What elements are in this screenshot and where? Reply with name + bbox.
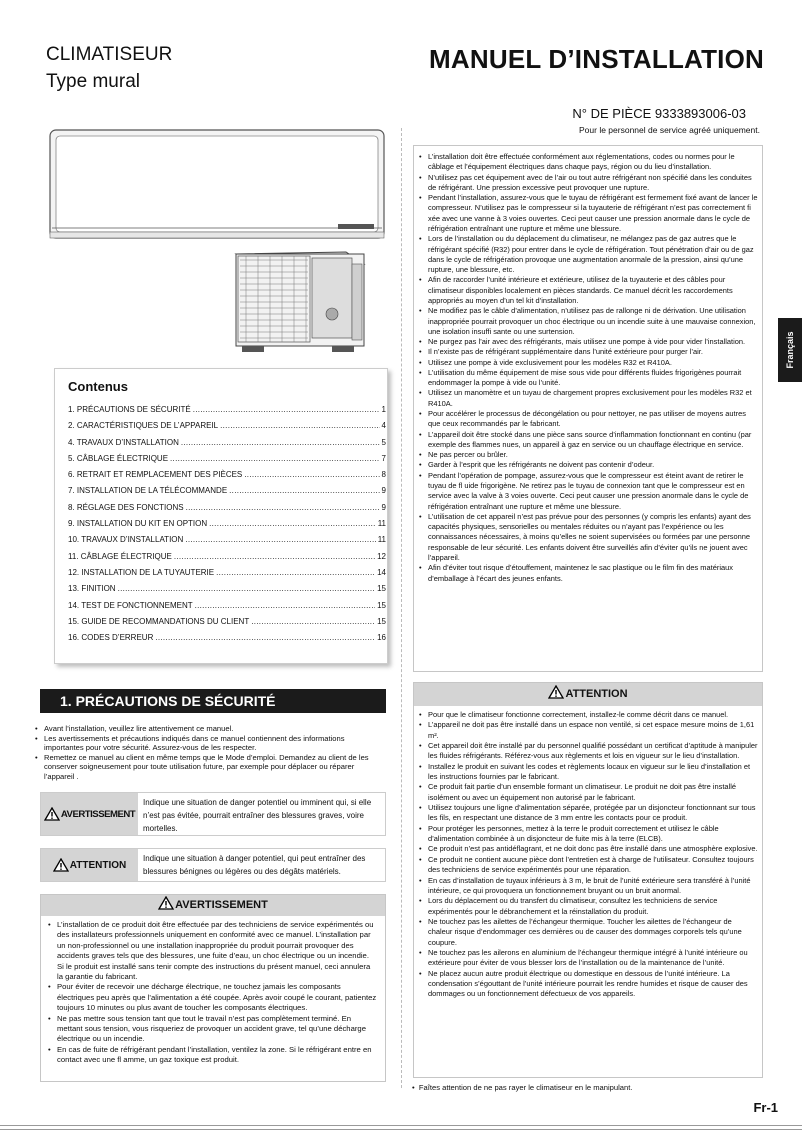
attention-panel-header: ATTENTION bbox=[414, 683, 762, 706]
warning-panel bbox=[40, 894, 386, 1082]
list-item: • Ce produit n’est pas antidéflagrant, et ne doit donc pas être installé dans une atmosphère explosive. bbox=[418, 844, 758, 854]
list-item: • Cet appareil doit être installé par du personnel qualifié possédant un certificat d’aptitude à manipuler les fluides réfrigérants. Référez-vous aux règlements et lois en vigueur sur le lieu d’installation. bbox=[418, 741, 758, 762]
toc-item[interactable]: 8. RÉGLAGE DES FONCTIONS ..... 9 bbox=[68, 500, 386, 516]
attention-panel bbox=[413, 682, 763, 1078]
warning-triangle-icon bbox=[53, 858, 69, 872]
list-item: • Les avertissements et précautions indiqués dans ce manuel contiennent des informations importantes pour votre sécurité. Assurez-vous de les respecter. bbox=[34, 734, 384, 753]
list-item: • Il n’existe pas de réfrigérant supplémentaire dans l’unité extérieure pour purger l’air. bbox=[418, 347, 758, 357]
manual-title: MANUEL D’INSTALLATION bbox=[429, 44, 764, 74]
list-item: • Installez le produit en suivant les codes et règlements locaux en vigueur sur le lieu d’installation et les instructions fournies par le fabricant. bbox=[418, 762, 758, 783]
toc-item[interactable]: 13. FINITION ..... 15 bbox=[68, 581, 386, 597]
toc-item[interactable]: 4. TRAVAUX D’INSTALLATION ..... 5 bbox=[68, 435, 386, 451]
toc-item[interactable]: 9. INSTALLATION DU KIT EN OPTION ..... 11 bbox=[68, 516, 386, 532]
warning-panel-header: AVERTISSEMENT bbox=[41, 895, 385, 916]
warning-panel-continued bbox=[413, 145, 763, 672]
list-item: • L’appareil ne doit pas être installé dans un espace non ventilé, si cet espace mesure moins de 1,61 m². bbox=[418, 720, 758, 741]
warning-triangle-icon bbox=[44, 807, 60, 821]
column-divider bbox=[401, 128, 402, 1088]
page-bottom-rule bbox=[0, 1125, 802, 1130]
list-item: • Ne touchez pas les ailettes de l’échangeur thermique. Toucher les ailettes de l’échangeur de chaleur risque d’endommager ces dernières ou de causer des dommages corporels tels qu’une coupure. bbox=[418, 917, 758, 948]
list-item: • Ne touchez pas les ailerons en aluminium de l’échangeur thermique intégré à l’unité intérieure ou extérieure pour éviter de vous blesser lors de l’installation ou de la maintenance de l’unité. bbox=[418, 948, 758, 969]
toc-item[interactable]: 16. CODES D’ERREUR ..... 16 bbox=[68, 630, 386, 646]
list-item: • Pendant l’opération de pompage, assurez-vous que le compresseur est éteint avant de retirer le tuyau de fl uide frigorigène. Ne retirez pas le tuyau de connexion tant que le compresseur est en service avec la valve à 3 voies ouverte. Ceci peut causer une pression anormale dans le cycle de réfrigération entraînant une rupture et même une blessure. bbox=[418, 471, 758, 512]
indoor-unit-drawing bbox=[50, 130, 384, 238]
section-intro bbox=[34, 724, 384, 782]
warning-label: AVERTISSEMENT bbox=[41, 793, 138, 835]
contents-box bbox=[54, 368, 388, 664]
product-name: CLIMATISEUR bbox=[46, 44, 173, 65]
list-item: • Lors du déplacement ou du transfert du climatiseur, consultez les techniciens de service expérimentés pour le débranchement et la réinstallation du produit. bbox=[418, 896, 758, 917]
list-item: • Avant l’installation, veuillez lire attentivement ce manuel. bbox=[34, 724, 384, 734]
list-item: • En cas d’installation de tuyaux inférieurs à 3 m, le bruit de l’unité extérieure sera transféré à l’unité intérieure, ce qui provoquera un fonctionnement bruyant ou un bruit anormal. bbox=[418, 876, 758, 897]
list-item: • L’installation doit être effectuée conformément aux réglementations, codes ou normes pour le câblage et l’équipement électriques dans chaque pays, région ou du lieu d’installation. bbox=[418, 152, 758, 173]
list-item: • Garder à l’esprit que les réfrigérants ne doivent pas contenir d’odeur. bbox=[418, 460, 758, 470]
list-item: • Pour accélérer le processus de décongélation ou pour nettoyer, ne pas utiliser de moyens autres que ceux recommandés par le fabricant. bbox=[418, 409, 758, 430]
list-item: • N’utilisez pas cet équipement avec de l’air ou tout autre réfrigérant non spécifié dans les conduites de réfrigérant. Une pression excessive peut provoquer une rupture. bbox=[418, 173, 758, 194]
attention-definition bbox=[40, 848, 386, 882]
toc-item[interactable]: 14. TEST DE FONCTIONNEMENT ..... 15 bbox=[68, 598, 386, 614]
warning-triangle-icon bbox=[548, 685, 564, 699]
toc-item[interactable]: 11. CÂBLAGE ÉLECTRIQUE ..... 12 bbox=[68, 549, 386, 565]
list-item: • Utilisez toujours une ligne d’alimentation séparée, protégée par un disjoncteur fonctionnant sur tous les fils, en respectant une distance de 3 mm entre les contacts pour ce produit. bbox=[418, 803, 758, 824]
page-number: Fr-1 bbox=[753, 1100, 778, 1115]
toc-item[interactable]: 15. GUIDE DE RECOMMANDATIONS DU CLIENT ..... 15 bbox=[68, 614, 386, 630]
warning-definition bbox=[40, 792, 386, 836]
toc-item[interactable]: 1. PRÉCAUTIONS DE SÉCURITÉ ..... 1 bbox=[68, 402, 386, 418]
list-item: • Lors de l’installation ou du déplacement du climatiseur, ne mélangez pas de gaz autres que le réfrigérant spécifié (R32) pour entrer dans le cycle de réfrigération. Tout pénétration d’air ou de gaz dans le cycle de réfrigération provoque une augmentation anormale de la pression, ainsi qu’une rupture, une blessure, etc. bbox=[418, 234, 758, 275]
toc-item[interactable]: 2. CARACTÉRISTIQUES DE L’APPAREIL ..... 4 bbox=[68, 418, 386, 434]
list-item: • En cas de fuite de réfrigérant pendant l’installation, ventilez la zone. Si le réfrigérant entre en contact avec une fl amme, un gaz toxique est produit. bbox=[47, 1045, 377, 1066]
toc-item[interactable]: 5. CÂBLAGE ÉLECTRIQUE ..... 7 bbox=[68, 451, 386, 467]
list-item: • L’utilisation du même équipement de mise sous vide pour différents fluides frigorigènes pourrait endommager la pompe à vide ou l’unité. bbox=[418, 368, 758, 389]
list-item: • Pour que le climatiseur fonctionne correctement, installez-le comme décrit dans ce manuel. bbox=[418, 710, 758, 720]
list-item: • Afin d’éviter tout risque d’étouffement, maintenez le sac plastique ou le film fin des matériaux d’emballage à l’écart des jeunes enfants. bbox=[418, 563, 758, 584]
list-item: • Ne modifiez pas le câble d’alimentation, n’utilisez pas de rallonge ni de dérivation. Une utilisation inappropriée pourrait provoquer un choc électrique ou un incendie suite à une mauvaise connexion, une isolation insuffi sante ou une surtension. bbox=[418, 306, 758, 337]
list-item: • L’utilisation de cet appareil n’est pas prévue pour des personnes (y compris les enfants) ayant des capacités physiques, sensorielles ou mentales réduites ou n’ayant pas l’expérience ou les connaissances nécessaires, à moins qu’elles ne soient supervisées ou formées par une personne responsable de leur sécurité. Les enfants doivent être surveillés afin d’éviter qu’ils ne jouent avec l’appareil. bbox=[418, 512, 758, 563]
list-item: • Ce produit ne contient aucune pièce dont l’entretien est à charge de l’utilisateur. Consultez toujours des techniciens de service expérimentés pour une réparation. bbox=[418, 855, 758, 876]
bottom-note: • Faîtes attention de ne pas rayer le climatiseur en le manipulant. bbox=[412, 1083, 633, 1092]
list-item: • Utilisez un manomètre et un tuyau de chargement propres exclusivement pour les modèles R32 et R410A. bbox=[418, 388, 758, 409]
toc-item[interactable]: 10. TRAVAUX D’INSTALLATION ..... 11 bbox=[68, 532, 386, 548]
list-item: • Remettez ce manuel au client en même temps que le Mode d’emploi. Demandez au client de les conserver soigneusement pour toute utilisation future, par exemple pour déplacer ou réparer l’appareil . bbox=[34, 753, 384, 782]
outdoor-unit-drawing bbox=[236, 252, 364, 352]
list-item: • L’appareil doit être stocké dans une pièce sans source d’inflammation fonctionnant en continu (par exemple des flammes nues, un appareil à gaz en service ou un chauffage électrique en service. bbox=[418, 430, 758, 451]
list-item: • Utilisez une pompe à vide exclusivement pour les modèles R32 et R410A. bbox=[418, 358, 758, 368]
list-item: • Ne pas percer ou brûler. bbox=[418, 450, 758, 460]
air-conditioner-illustration bbox=[46, 124, 386, 364]
list-item: • Ce produit fait partie d’un ensemble formant un climatiseur. Le produit ne doit pas être installé isolément ou avec un équipement non autorisé par le fabricant. bbox=[418, 782, 758, 803]
language-tab[interactable]: Français bbox=[778, 318, 802, 382]
product-type: Type mural bbox=[46, 71, 140, 92]
toc-item[interactable]: 6. RETRAIT ET REMPLACEMENT DES PIÈCES ..... 8 bbox=[68, 467, 386, 483]
part-number: N° DE PIÈCE 9333893006-03 bbox=[572, 106, 746, 121]
warning-triangle-icon bbox=[158, 896, 174, 910]
list-item: • Ne pas mettre sous tension tant que tout le travail n’est pas complètement terminé. En mettant sous tension, vous risqueriez de provoquer un accident grave, tel qu’une décharge électrique ou un incendie. bbox=[47, 1014, 377, 1045]
list-item: • Pendant l’installation, assurez-vous que le tuyau de réfrigérant est fermement fixé avant de lancer le compresseur. N’utilisez pas le compresseur si la tuyauterie de réfrigérant n’est pas correctement fi xée avec une vanne à 3 voies ouvertes. Ceci peut causer une pression anormale dans le cycle de réfrigération entraînant une rupture et même une blessure. bbox=[418, 193, 758, 234]
toc-item[interactable]: 12. INSTALLATION DE LA TUYAUTERIE ..... 14 bbox=[68, 565, 386, 581]
attention-label: ATTENTION bbox=[41, 849, 138, 881]
toc-item[interactable]: 7. INSTALLATION DE LA TÉLÉCOMMANDE ..... 9 bbox=[68, 483, 386, 499]
list-item: • Pour éviter de recevoir une décharge électrique, ne touchez jamais les composants électriques peu après que l’alimentation a été coupée. Après avoir coupé le courant, patientez toujours 10 minutes ou plus avant de toucher les composants électriques. bbox=[47, 982, 377, 1013]
contents-list bbox=[68, 402, 386, 646]
list-item: • Ne placez aucun autre produit électrique ou domestique en dessous de l’unité intérieure. La condensation s’égouttant de l’unité intérieure pourrait les rendre humides et risque de causer des dommages ou un fonctionnement défectueux de vos appareils. bbox=[418, 969, 758, 1000]
list-item: • Pour protéger les personnes, mettez à la terre le produit correctement et utilisez le câble d’alimentation combinée à un disjoncteur de fuite mis à la terre (ELCB). bbox=[418, 824, 758, 845]
list-item: • Ne purgez pas l’air avec des réfrigérants, mais utilisez une pompe à vide pour vider l’installation. bbox=[418, 337, 758, 347]
warning-definition-text: Indique une situation de danger potentiel ou imminent qui, si elle n’est pas évitée, pourrait entraîner des blessures graves, voire mortelles. bbox=[143, 798, 372, 833]
list-item: • Afin de raccorder l’unité intérieure et extérieure, utilisez de la tuyauterie et des câbles pour climatiseur disponibles localement en pièces standards. Ce manuel décrit les raccordements appropriés au moyen d’un tel kit d’installation. bbox=[418, 275, 758, 306]
list-item: • L’installation de ce produit doit être effectuée par des techniciens de service expérimentés ou des installateurs professionnels uniquement en conformité avec ce manuel. L’installation par un non-professionnel ou une installation inappropriée du produit pourrait provoquer des accidents graves tels que des blessures, une fuite d’eau, un choc électrique ou un incendie. Si le produit est installé sans tenir compte des instructions du présent manuel, ceci annulera la garantie du fabricant. bbox=[47, 920, 377, 982]
contents-title: Contenus bbox=[68, 379, 128, 394]
audience-note: Pour le personnel de service agréé uniquement. bbox=[579, 125, 760, 135]
section-heading: 1. PRÉCAUTIONS DE SÉCURITÉ bbox=[40, 689, 386, 713]
attention-definition-text: Indique une situation à danger potentiel, qui peut entraîner des blessures bénignes ou légères ou des dégâts matériels. bbox=[143, 854, 366, 876]
